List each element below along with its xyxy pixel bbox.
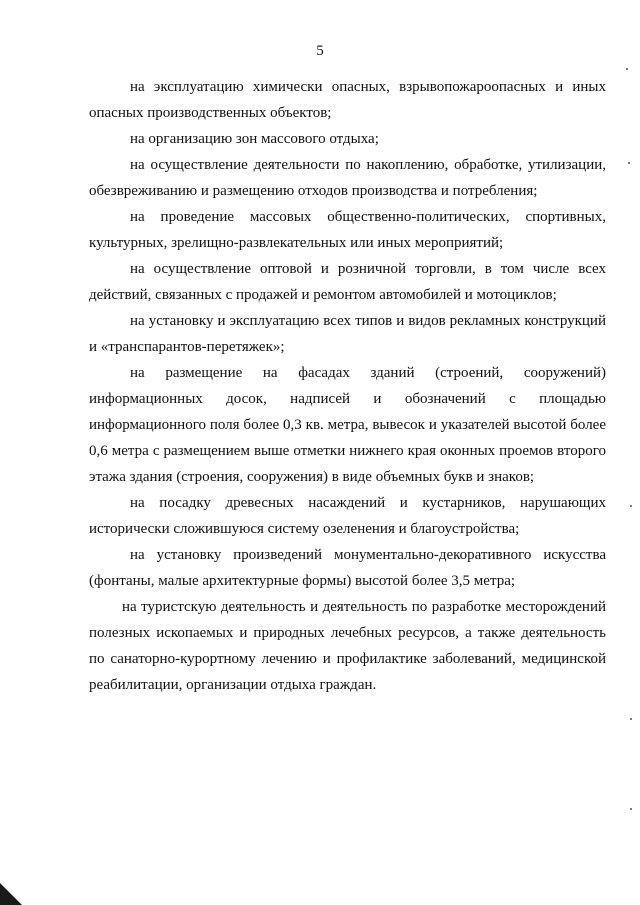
scan-corner-mark (0, 883, 22, 905)
scan-speck (628, 162, 630, 164)
paragraph-4: на проведение массовых общественно-политических, спортивных, культурных, зрелищно-развлекательных или иных мероприятий; (89, 209, 606, 251)
paragraph-5: на осуществление оптовой и розничной торговли, в том числе всех действий, связанных с продажей и ремонтом автомобилей и мотоциклов; (89, 261, 606, 303)
scan-speck (630, 505, 632, 507)
paragraph-6: на установку и эксплуатацию всех типов и видов рекламных конструкций и «транспарантов-перетяжек»; (89, 313, 606, 355)
paragraph-9: на установку произведений монументально-декоративного искусства (фонтаны, малые архитектурные формы) высотой более 3,5 метра; (89, 547, 606, 589)
paragraph-2: на организацию зон массового отдыха; (130, 131, 379, 147)
paragraph-10: на туристскую деятельность и деятельность по разработке месторождений полезных ископаемых и природных лечебных ресурсов, а также деятельность по санаторно-курортному лечению и профилактике заболеваний, медицинской реабилитации, организации отдыха граждан. (89, 599, 606, 693)
document-body (89, 74, 606, 698)
paragraph-7: на размещение на фасадах зданий (строений, сооружений) информационных досок, надписей и обозначений с площадью информационного поля более 0,3 кв. метра, вывесок и указателей высотой более 0,6 метра с размещением выше отметки нижнего края оконных проемов второго этажа здания (строения, сооружения) в виде объемных букв и знаков; (89, 365, 606, 485)
paragraph-1: на эксплуатацию химически опасных, взрывопожароопасных и иных опасных производственных объектов; (89, 79, 606, 121)
paragraph-8: на посадку древесных насаждений и кустарников, нарушающих исторически сложившуюся систему озеленения и благоустройства; (89, 495, 606, 537)
scan-speck (626, 68, 628, 70)
page-number: 5 (316, 43, 324, 59)
scan-speck (630, 718, 632, 720)
paragraph-3: на осуществление деятельности по накоплению, обработке, утилизации, обезвреживанию и размещению отходов производства и потребления; (89, 157, 606, 199)
scan-speck (630, 808, 632, 810)
